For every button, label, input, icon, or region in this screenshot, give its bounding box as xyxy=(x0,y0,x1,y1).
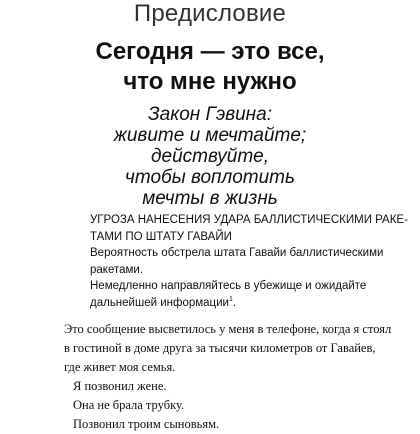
body-line: Это сообщение высветилось у меня в телефоне, когда я стоял xyxy=(64,322,392,336)
body-line: где живет моя семья. xyxy=(64,360,176,374)
epigraph-line: мечты в жизнь xyxy=(142,188,278,209)
body-line: Она не брала трубку. xyxy=(73,398,185,412)
alert-text-fragment: дальнейшей информации xyxy=(90,296,229,309)
alert-text-line: Вероятность обстрела штата Гавайи баллистическими xyxy=(90,247,384,259)
alert-text-line: ракетами. xyxy=(90,263,144,276)
body-line: Я позвонил жене. xyxy=(73,379,167,393)
alert-text-line: Немедленно направляйтесь в убежище и ожидайте xyxy=(90,280,367,292)
alert-message xyxy=(90,212,408,311)
chapter-title xyxy=(0,37,420,97)
chapter-title-line: что мне нужно xyxy=(123,68,297,95)
epigraph xyxy=(0,104,420,209)
body-line: в гостиной в доме друга за тысячи километров от Гавайев, xyxy=(64,341,376,355)
epigraph-line: действуйте, xyxy=(151,146,269,167)
alert-heading-line: ТАМИ ПО ШТАТУ ГАВАЙИ xyxy=(90,230,232,243)
chapter-title-line: Сегодня — это все, xyxy=(95,38,325,65)
body-line: Позвонил троим сыновьям. xyxy=(73,417,220,431)
epigraph-line: живите и мечтайте; xyxy=(113,125,307,146)
epigraph-line: чтобы воплотить xyxy=(125,167,295,188)
epigraph-line: Закон Гэвина: xyxy=(148,104,272,125)
alert-heading-line: УГРОЗА НАНЕСЕНИЯ УДАРА БАЛЛИСТИЧЕСКИМИ РАКЕ- xyxy=(90,214,408,226)
section-label: Предисловие xyxy=(133,0,287,27)
body-paragraphs xyxy=(64,320,404,434)
footnote-mark: 1 xyxy=(228,295,233,303)
alert-text-fragment: . xyxy=(232,296,237,309)
alert-text-line xyxy=(90,295,390,312)
